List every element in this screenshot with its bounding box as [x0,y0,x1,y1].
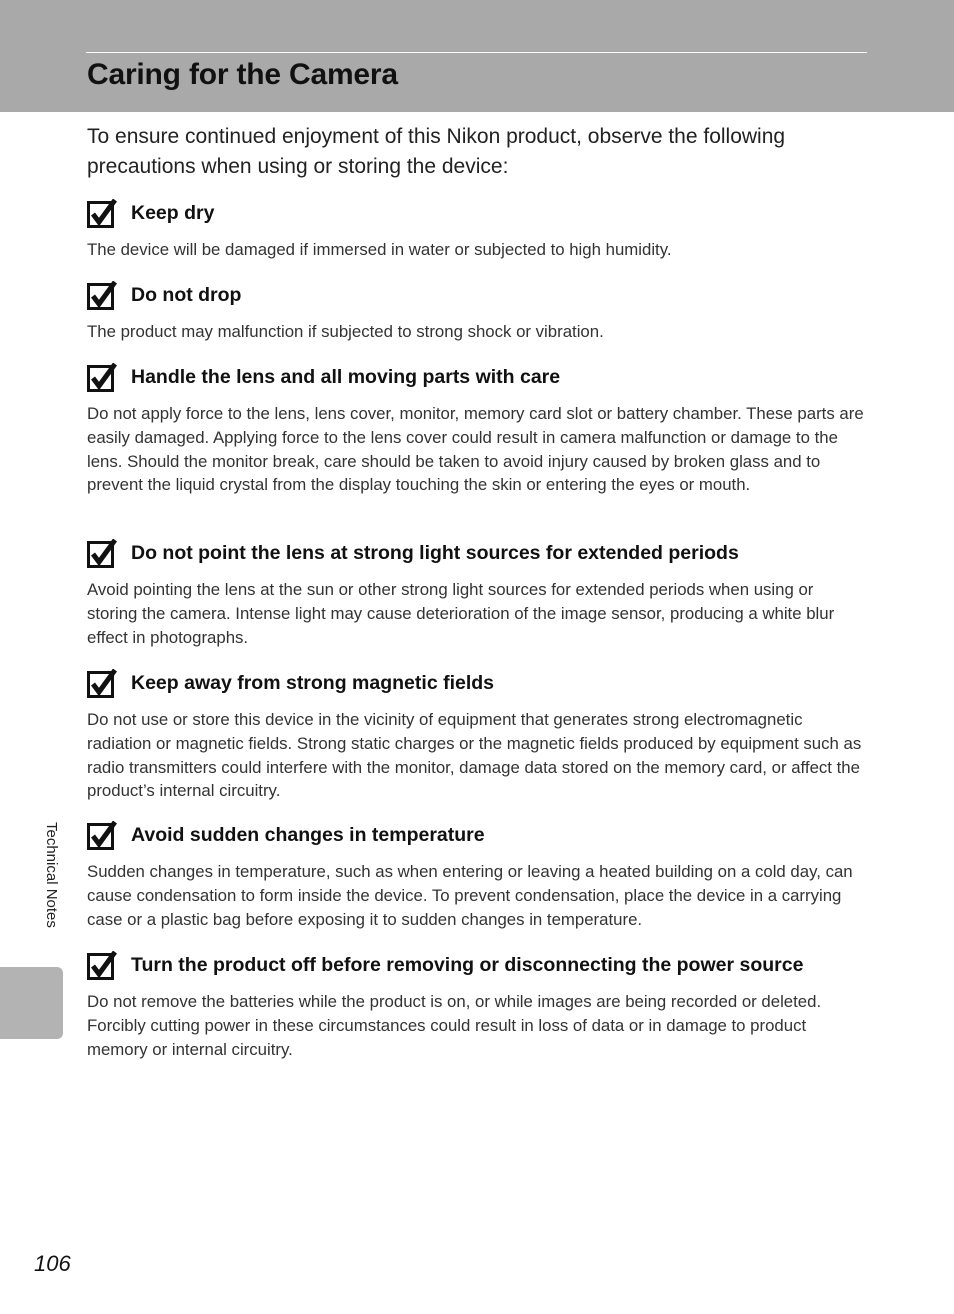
check-mark-icon [87,281,117,311]
section-title: Do not drop [131,284,242,306]
section-handle-lens [87,363,867,497]
section-strong-light [87,539,867,649]
check-mark-icon [87,821,117,851]
section-title: Turn the product off before removing or disconnecting the power source [131,954,804,976]
section-body: Do not remove the batteries while the product is on, or while images are being recorded or deleted. Forcibly cutting power in these circumstances could result in loss of data or in damage to product memory or internal circuitry. [87,992,822,1059]
check-mark-icon [87,363,117,393]
header-band [0,0,954,112]
section-body: The device will be damaged if immersed in water or subjected to high humidity. [87,240,672,259]
check-mark-icon [87,951,117,981]
section-keep-dry [87,199,867,262]
intro-paragraph: To ensure continued enjoyment of this Nikon product, observe the following precautions when using or storing the device: [87,125,786,178]
check-mark-icon [87,199,117,229]
side-tab-label: Technical Notes [43,822,60,928]
section-title: Handle the lens and all moving parts with care [131,366,561,388]
section-body: Do not apply force to the lens, lens cover, monitor, memory card slot or battery chamber. These parts are easily damaged. Applying force to the lens cover could result in camera malfunction or damage to the lens. Should the monitor break, care should be taken to avoid injury caused by broken glass and to prevent the liquid crystal from the display touching the skin or entering the eyes or mouth. [87,404,864,495]
section-do-not-drop [87,281,867,344]
section-title: Do not point the lens at strong light sources for extended periods [131,542,739,564]
section-body: Do not use or store this device in the vicinity of equipment that generates strong electromagnetic radiation or magnetic fields. Strong static charges or the magnetic fields produced by equipment such as radio transmitters could interfere with the monitor, damage data stored on the memory card, or affect the product’s internal circuitry. [87,710,862,801]
section-temperature [87,821,867,931]
header-rule [86,52,867,53]
section-body: Sudden changes in temperature, such as when entering or leaving a heated building on a cold day, can cause condensation to form inside the device. To prevent condensation, place the device in a carrying case or a plastic bag before exposing it to sudden changes in temperature. [87,862,853,929]
section-power-source [87,951,867,1061]
section-body: The product may malfunction if subjected to strong shock or vibration. [87,322,604,341]
section-body: Avoid pointing the lens at the sun or other strong light sources for extended periods when using or storing the camera. Intense light may cause deterioration of the image sensor, producing a white blur effect in photographs. [87,580,835,647]
check-mark-icon [87,539,117,569]
check-mark-icon [87,669,117,699]
section-magnetic-fields [87,669,867,803]
page-number: 106 [34,1251,71,1276]
section-title: Avoid sudden changes in temperature [131,824,485,846]
section-title: Keep away from strong magnetic fields [131,672,495,694]
page-title: Caring for the Camera [87,58,398,91]
section-title: Keep dry [131,202,215,224]
side-tab [0,967,63,1039]
